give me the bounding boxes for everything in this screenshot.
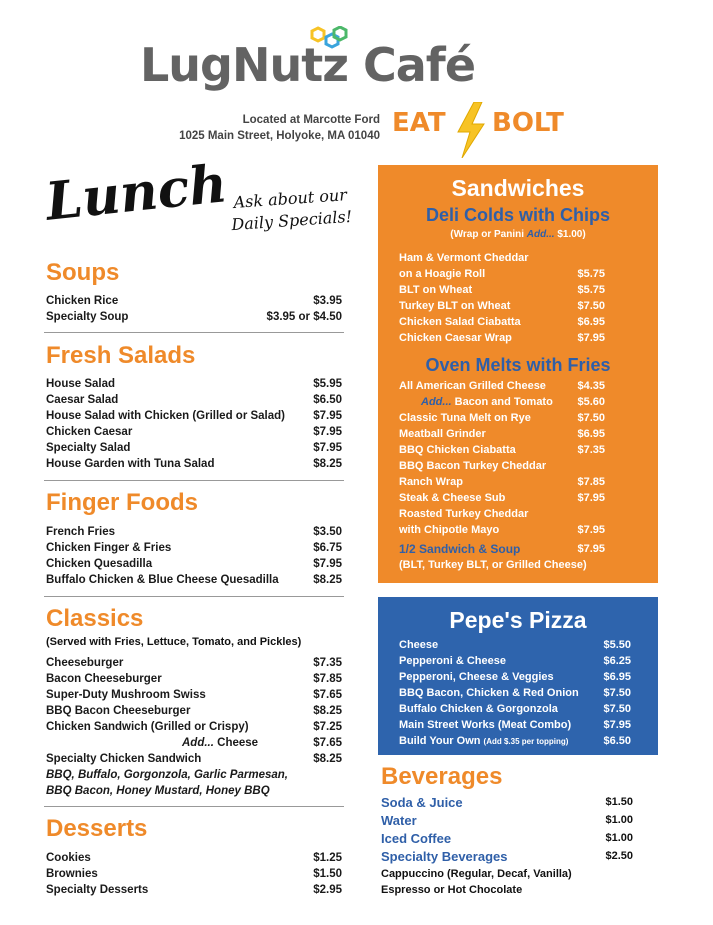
soups-title: Soups: [46, 259, 120, 286]
list-item: [399, 701, 631, 717]
flavors-line-2: BBQ Bacon, Honey Mustard, Honey BBQ: [46, 785, 270, 797]
beverages-list: [381, 794, 633, 898]
item-price: $7.85: [577, 476, 605, 488]
deli-note-post: $1.00): [557, 229, 586, 240]
beverage-sub-line-1: Cappuccino (Regular, Decaf, Vanilla): [381, 868, 572, 880]
item-price: $1.00: [605, 814, 633, 826]
item-price: $7.95: [313, 442, 342, 454]
item-price: $6.50: [603, 735, 631, 747]
list-item: [399, 637, 631, 653]
item-name: Chicken Finger & Fries: [46, 542, 172, 554]
item-price: $5.95: [313, 378, 342, 390]
item-name: BBQ Bacon Cheeseburger: [46, 705, 191, 717]
divider: [44, 332, 344, 333]
item-price: $7.65: [313, 689, 342, 701]
list-item: [399, 733, 631, 750]
address-line-1: Located at Marcotte Ford: [242, 114, 380, 126]
item-price: $5.50: [603, 639, 631, 651]
desserts-list: [46, 850, 342, 898]
add-label: Add...: [421, 396, 452, 408]
item-name: Cookies: [46, 852, 91, 864]
half-note: (BLT, Turkey BLT, or Grilled Cheese): [399, 559, 587, 571]
melts-title: Oven Melts with Fries: [425, 355, 611, 375]
salads-list: [46, 376, 342, 472]
item-name: Build Your Own: [399, 735, 481, 747]
list-item: [381, 848, 633, 866]
deli-list: [399, 250, 605, 346]
list-item: [381, 812, 633, 830]
item-price: $7.95: [313, 558, 342, 570]
item-name: Classic Tuna Melt on Rye: [399, 412, 531, 424]
item-name: BLT on Wheat: [399, 284, 473, 296]
list-item: [46, 719, 342, 735]
item-name: Main Street Works (Meat Combo): [399, 719, 572, 731]
item-name: Cheeseburger: [46, 657, 124, 669]
item-price: $8.25: [313, 574, 342, 586]
pizza-list: [399, 637, 631, 750]
item-name: Turkey BLT on Wheat: [399, 300, 511, 312]
item-name: Bacon Cheeseburger: [46, 673, 162, 685]
item-price: $1.00: [605, 832, 633, 844]
item-name: House Salad with Chicken (Grilled or Salad): [46, 410, 285, 422]
list-item: [46, 866, 342, 882]
address: [150, 112, 380, 144]
item-name: Bacon and Tomato: [454, 396, 553, 408]
list-item: [46, 572, 342, 588]
classics-list: [46, 655, 342, 799]
item-name: Brownies: [46, 868, 98, 880]
item-name: Chicken Quesadilla: [46, 558, 153, 570]
item-price: $7.25: [313, 721, 342, 733]
daily-specials-note: [225, 184, 358, 237]
divider: [44, 806, 344, 807]
item-name: on a Hoagie Roll: [399, 268, 486, 280]
item-price: $7.35: [313, 657, 342, 669]
list-item: [399, 490, 605, 506]
eat-bolt-tagline: [392, 108, 582, 160]
deli-note: [378, 229, 658, 240]
specials-line-2: Daily Specials!: [230, 206, 353, 235]
item-name: BBQ Chicken Ciabatta: [399, 444, 516, 456]
item-name: House Garden with Tuna Salad: [46, 458, 215, 470]
list-item: [399, 669, 631, 685]
finger-foods-list: [46, 524, 342, 588]
item-name: Specialty Desserts: [46, 884, 149, 896]
lunch-heading: Lunch: [42, 153, 230, 233]
tag-eat: EAT: [392, 108, 446, 138]
list-item: [399, 522, 605, 538]
item-price: $7.50: [603, 703, 631, 715]
list-item: [399, 378, 605, 394]
list-item: [46, 882, 342, 898]
list-item: [381, 794, 633, 812]
item-name: Cheese: [399, 639, 439, 651]
list-item-line: Ham & Vermont Cheddar: [399, 252, 529, 264]
list-item: [381, 830, 633, 848]
deli-title: Deli Colds with Chips: [425, 205, 610, 225]
item-price: $2.50: [605, 850, 633, 862]
list-item: [399, 410, 605, 426]
list-item: [399, 330, 605, 346]
item-price: $7.35: [577, 444, 605, 456]
item-price: $5.75: [577, 268, 605, 280]
item-price: $2.95: [313, 884, 342, 896]
list-item: [46, 440, 342, 456]
item-name: Chicken Rice: [46, 295, 119, 307]
item-name: Chicken Salad Ciabatta: [399, 316, 521, 328]
item-name: Meatball Grinder: [399, 428, 486, 440]
item-price: $7.85: [313, 673, 342, 685]
item-price: $8.25: [313, 705, 342, 717]
list-item-line: BBQ Bacon Turkey Cheddar: [399, 460, 547, 472]
list-item: [46, 687, 342, 703]
list-item: [46, 671, 342, 687]
item-name: Specialty Salad: [46, 442, 131, 454]
item-price: $6.95: [577, 316, 605, 328]
item-price: $7.95: [577, 543, 605, 555]
item-price: $8.25: [313, 458, 342, 470]
item-name: Super-Duty Mushroom Swiss: [46, 689, 206, 701]
list-item: [399, 426, 605, 442]
half-sandwich: [399, 541, 605, 573]
item-price: $3.95: [313, 295, 342, 307]
item-price: $1.25: [313, 852, 342, 864]
deli-note-add: Add...: [526, 229, 555, 240]
desserts-title: Desserts: [46, 815, 148, 842]
item-name: BBQ Bacon, Chicken & Red Onion: [399, 687, 579, 699]
add-on-row: [399, 394, 605, 410]
item-price: $1.50: [605, 796, 633, 808]
flavors-line-1: BBQ, Buffalo, Gorgonzola, Garlic Parmesan,: [46, 769, 288, 781]
add-label: Add...: [182, 737, 214, 749]
item-price: $5.75: [577, 284, 605, 296]
item-price: $8.25: [313, 753, 342, 765]
item-price: $7.95: [577, 492, 605, 504]
lightning-bolt-icon: [454, 102, 488, 158]
list-item: [46, 293, 342, 309]
item-name: Buffalo Chicken & Gorgonzola: [399, 703, 558, 715]
item-name: with Chipotle Mayo: [399, 524, 500, 536]
deli-note-pre: (Wrap or Panini: [450, 229, 524, 240]
list-item: [399, 298, 605, 314]
item-name: 1/2 Sandwich & Soup: [399, 542, 521, 556]
item-name: Soda & Juice: [381, 795, 463, 810]
list-item: [399, 541, 605, 557]
list-item: [46, 309, 342, 325]
divider: [44, 480, 344, 481]
tag-bolt: BOLT: [492, 108, 564, 138]
address-line-2: 1025 Main Street, Holyoke, MA 01040: [179, 130, 380, 142]
list-item: [399, 685, 631, 701]
item-price: $3.95 or $4.50: [266, 311, 342, 323]
list-item: [46, 655, 342, 671]
item-price: $1.50: [313, 868, 342, 880]
item-name: Pepperoni, Cheese & Veggies: [399, 671, 554, 683]
add-on-row: [46, 735, 342, 751]
list-item: [399, 314, 605, 330]
item-price: $5.60: [577, 396, 605, 408]
item-price: $7.65: [313, 737, 342, 749]
item-name: Buffalo Chicken & Blue Cheese Quesadilla: [46, 574, 279, 586]
list-item: [399, 717, 631, 733]
list-item: [46, 751, 342, 767]
item-name: Chicken Sandwich (Grilled or Crispy): [46, 721, 249, 733]
item-name: French Fries: [46, 526, 116, 538]
item-name: Pepperoni & Cheese: [399, 655, 506, 667]
item-price: $4.35: [577, 380, 605, 392]
item-name: Cheese: [217, 737, 259, 749]
item-price: $7.50: [577, 300, 605, 312]
item-name: Chicken Caesar Wrap: [399, 332, 512, 344]
item-name: Water: [381, 813, 417, 828]
item-price: $7.50: [603, 687, 631, 699]
item-name: Iced Coffee: [381, 831, 452, 846]
logo-text: LugNutz Café: [140, 38, 476, 92]
finger-foods-title: Finger Foods: [46, 489, 198, 516]
item-name: Ranch Wrap: [399, 476, 463, 488]
list-item: [46, 376, 342, 392]
list-item: [46, 556, 342, 572]
salads-title: Fresh Salads: [46, 342, 196, 369]
item-name: Specialty Beverages: [381, 849, 508, 864]
item-price: $6.25: [603, 655, 631, 667]
list-item: [399, 282, 605, 298]
item-name: Steak & Cheese Sub: [399, 492, 506, 504]
list-item: [46, 524, 342, 540]
item-name: Chicken Caesar: [46, 426, 133, 438]
list-item: [46, 540, 342, 556]
list-item: [46, 850, 342, 866]
list-item: [399, 474, 605, 490]
melts-list: [399, 378, 605, 538]
list-item: [46, 456, 342, 472]
item-note: (Add $.35 per topping): [483, 737, 569, 746]
specials-line-1: Ask about our: [232, 185, 348, 212]
item-price: $7.95: [603, 719, 631, 731]
item-name: Specialty Soup: [46, 311, 129, 323]
item-price: $7.95: [313, 410, 342, 422]
list-item: [46, 703, 342, 719]
classics-title: Classics: [46, 605, 144, 632]
list-item: [399, 442, 605, 458]
list-item: [46, 424, 342, 440]
item-name: All American Grilled Cheese: [399, 380, 546, 392]
list-item: [399, 653, 631, 669]
item-price: $6.50: [313, 394, 342, 406]
soups-list: [46, 293, 342, 325]
pizza-panel: [378, 597, 658, 755]
beverages-title: Beverages: [381, 763, 503, 790]
list-item: [46, 408, 342, 424]
divider: [44, 596, 344, 597]
item-name: House Salad: [46, 378, 116, 390]
item-price: $7.50: [577, 412, 605, 424]
list-item: [399, 266, 605, 282]
item-name: Specialty Chicken Sandwich: [46, 753, 202, 765]
item-price: $6.75: [313, 542, 342, 554]
sandwiches-panel: [378, 165, 658, 583]
item-price: $7.95: [577, 524, 605, 536]
list-item: [46, 392, 342, 408]
item-price: $3.50: [313, 526, 342, 538]
item-name: Caesar Salad: [46, 394, 119, 406]
item-price: $6.95: [577, 428, 605, 440]
item-price: $6.95: [603, 671, 631, 683]
item-price: $7.95: [313, 426, 342, 438]
classics-subtitle: (Served with Fries, Lettuce, Tomato, and Pickles): [46, 636, 302, 648]
list-item-line: Roasted Turkey Cheddar: [399, 508, 529, 520]
logo: [140, 30, 580, 100]
sandwiches-title: Sandwiches: [451, 175, 585, 201]
item-price: $7.95: [577, 332, 605, 344]
pizza-title: Pepe's Pizza: [449, 607, 587, 633]
beverage-sub-line-2: Espresso or Hot Chocolate: [381, 884, 523, 896]
